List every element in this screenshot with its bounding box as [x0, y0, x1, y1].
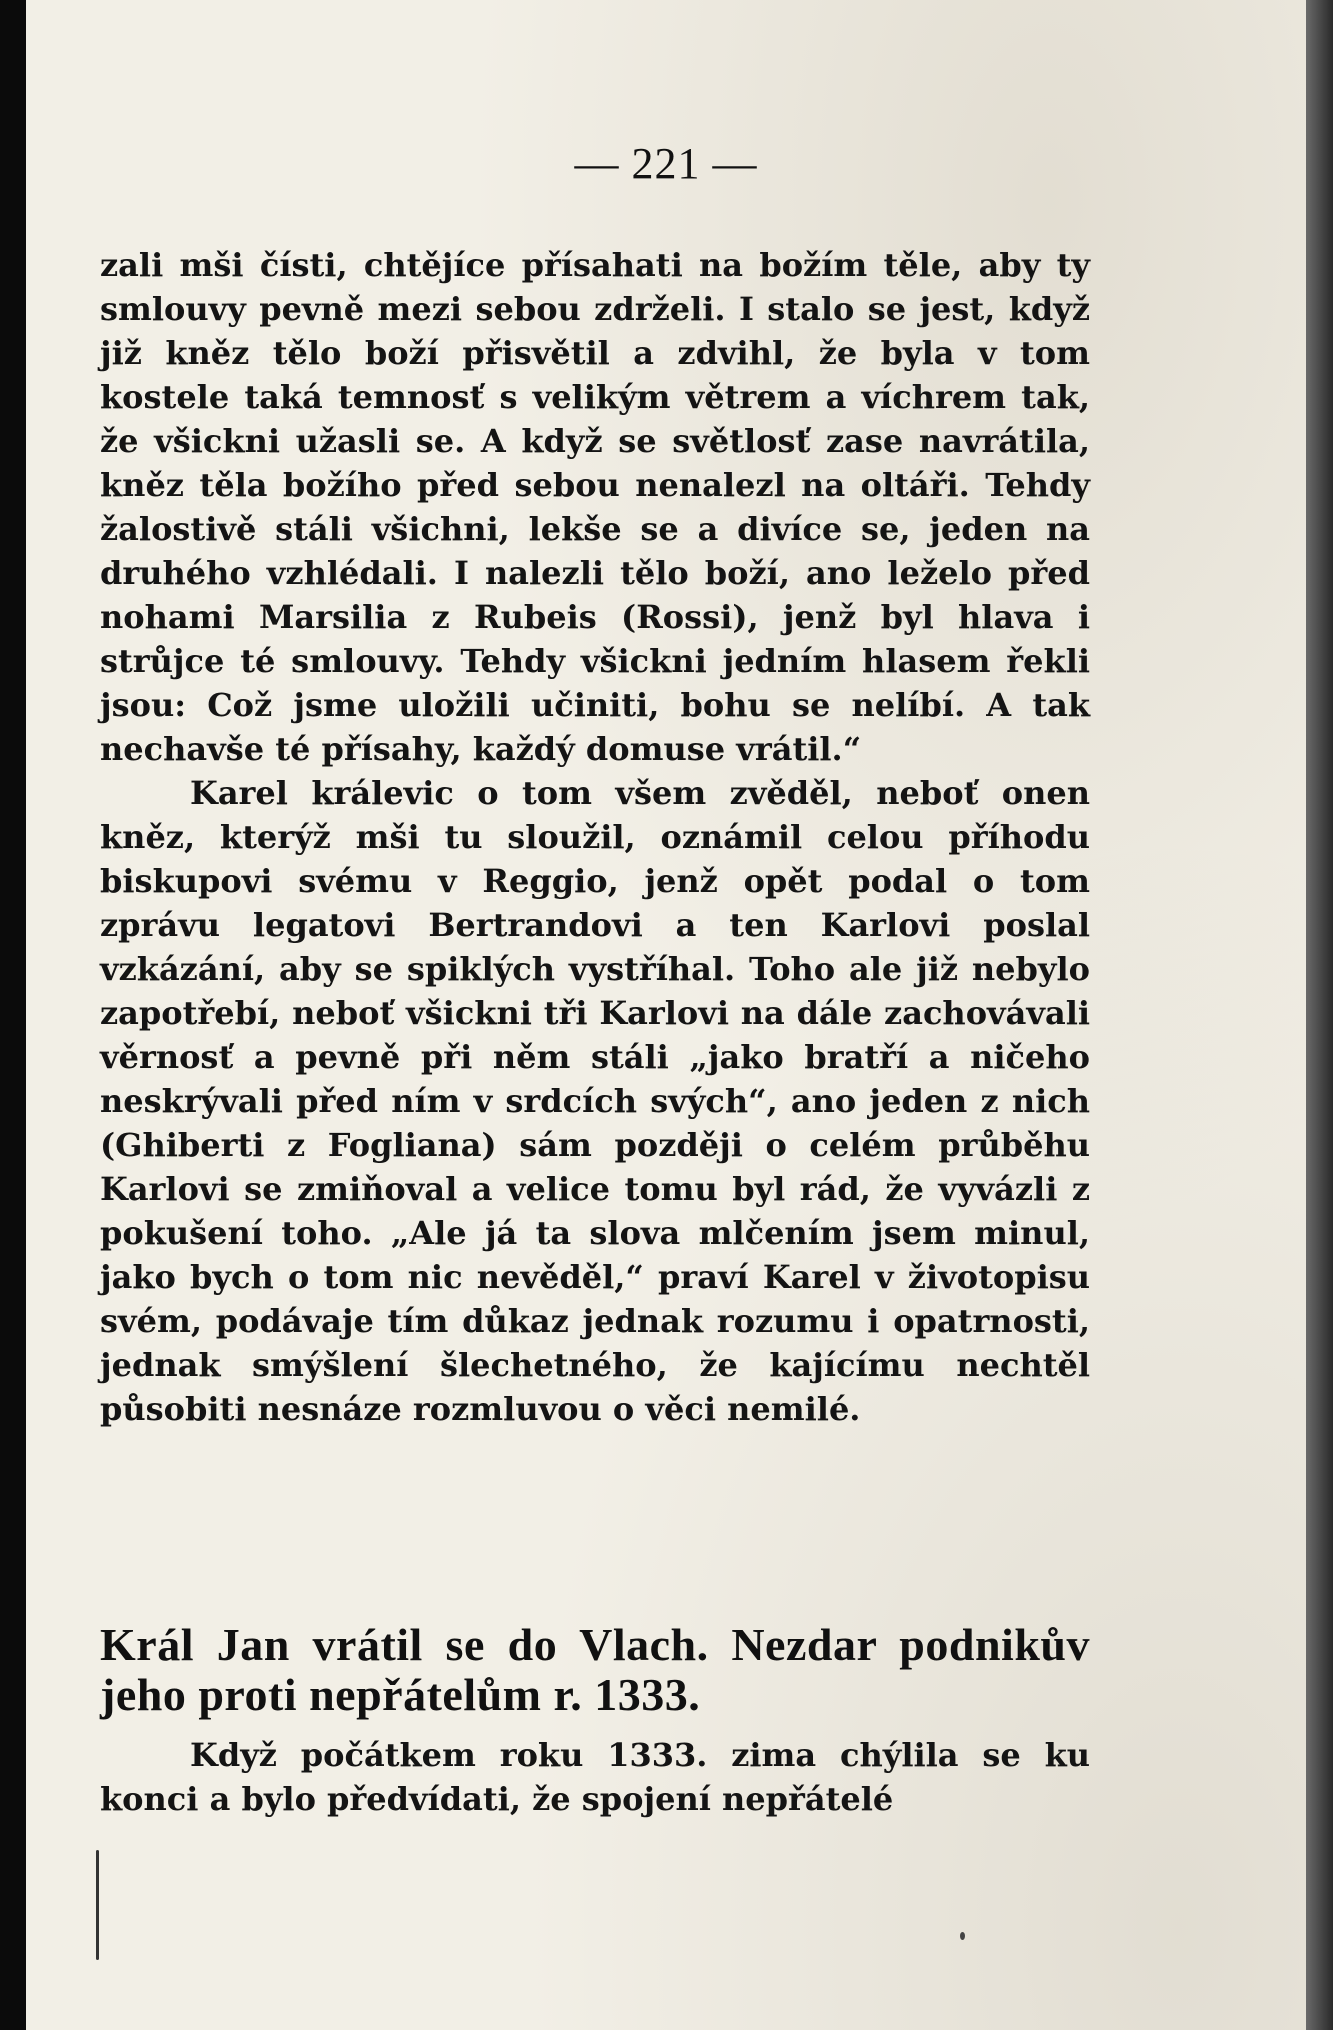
- section-heading: Král Jan vrátil se do Vlach. Nezdar podnikův jeho proti nepřátelům r. 1333.: [100, 1619, 1090, 1720]
- book-page: [26, 0, 1306, 2030]
- scan-right-border: [1306, 0, 1333, 2030]
- ink-speck: [960, 1932, 965, 1940]
- section-body-text: [100, 1733, 1090, 1821]
- paragraph-3: Když počátkem roku 1333. zima chýlila se ku konci a bylo předvídati, že spojení nepřátelé: [100, 1736, 1090, 1818]
- scan-left-border: [0, 0, 26, 2030]
- paragraph-2: Karel králevic o tom všem zvěděl, neboť onen kněz, kterýž mši tu sloužil, oznámil celou příhodu biskupovi svému v Reggio, jenž opět podal o tom zprávu legatovi Bertrandovi a ten Karlovi poslal vzkázání, aby se spiklých vystříhal. Toho ale již nebylo zapotřebí, neboť všickni tři Karlovi na dále zachovávali věrnosť a pevně při něm stáli „jako bratří a ničeho neskrývali před ním v srdcích svých“, ano jeden z nich (Ghiberti z Fogliana) sám později o celém průběhu Karlovi se zmiňoval a velice tomu byl rád, že vyvázli z pokušení toho. „Ale já ta slova mlčením jsem minul, jako bych o tom nic nevěděl,“ praví Karel v životopisu svém, podávaje tím důkaz jednak rozumu i opatrnosti, jednak smýšlení šlechetného, že kajícímu nechtěl působiti nesnáze rozmluvou o věci nemilé.: [100, 774, 1090, 1428]
- page-number: — 221 —: [574, 139, 758, 188]
- body-text: [100, 243, 1090, 1431]
- ink-speck: [96, 1850, 99, 1960]
- paragraph-1: zali mši čísti, chtějíce přísahati na božím těle, aby ty smlouvy pevně mezi sebou zdrželi. I stalo se jest, když již kněz tělo boží přisvětil a zdvihl, že byla v tom kostele taká temnosť s velikým větrem a víchrem tak, že všickni užasli se. A když se světlosť zase navrátila, kněz těla božího před sebou nenalezl na oltáři. Tehdy žalostivě stáli všichni, lekše se a divíce se, jeden na druhého vzhlédali. I nalezli tělo boží, ano leželo před nohami Marsilia z Rubeis (Rossi), jenž byl hlava i strůjce té smlouvy. Tehdy všickni jedním hlasem řekli jsou: Což jsme uložili učiniti, bohu se nelíbí. A tak nechavše té přísahy, každý domuse vrátil.“: [100, 246, 1090, 768]
